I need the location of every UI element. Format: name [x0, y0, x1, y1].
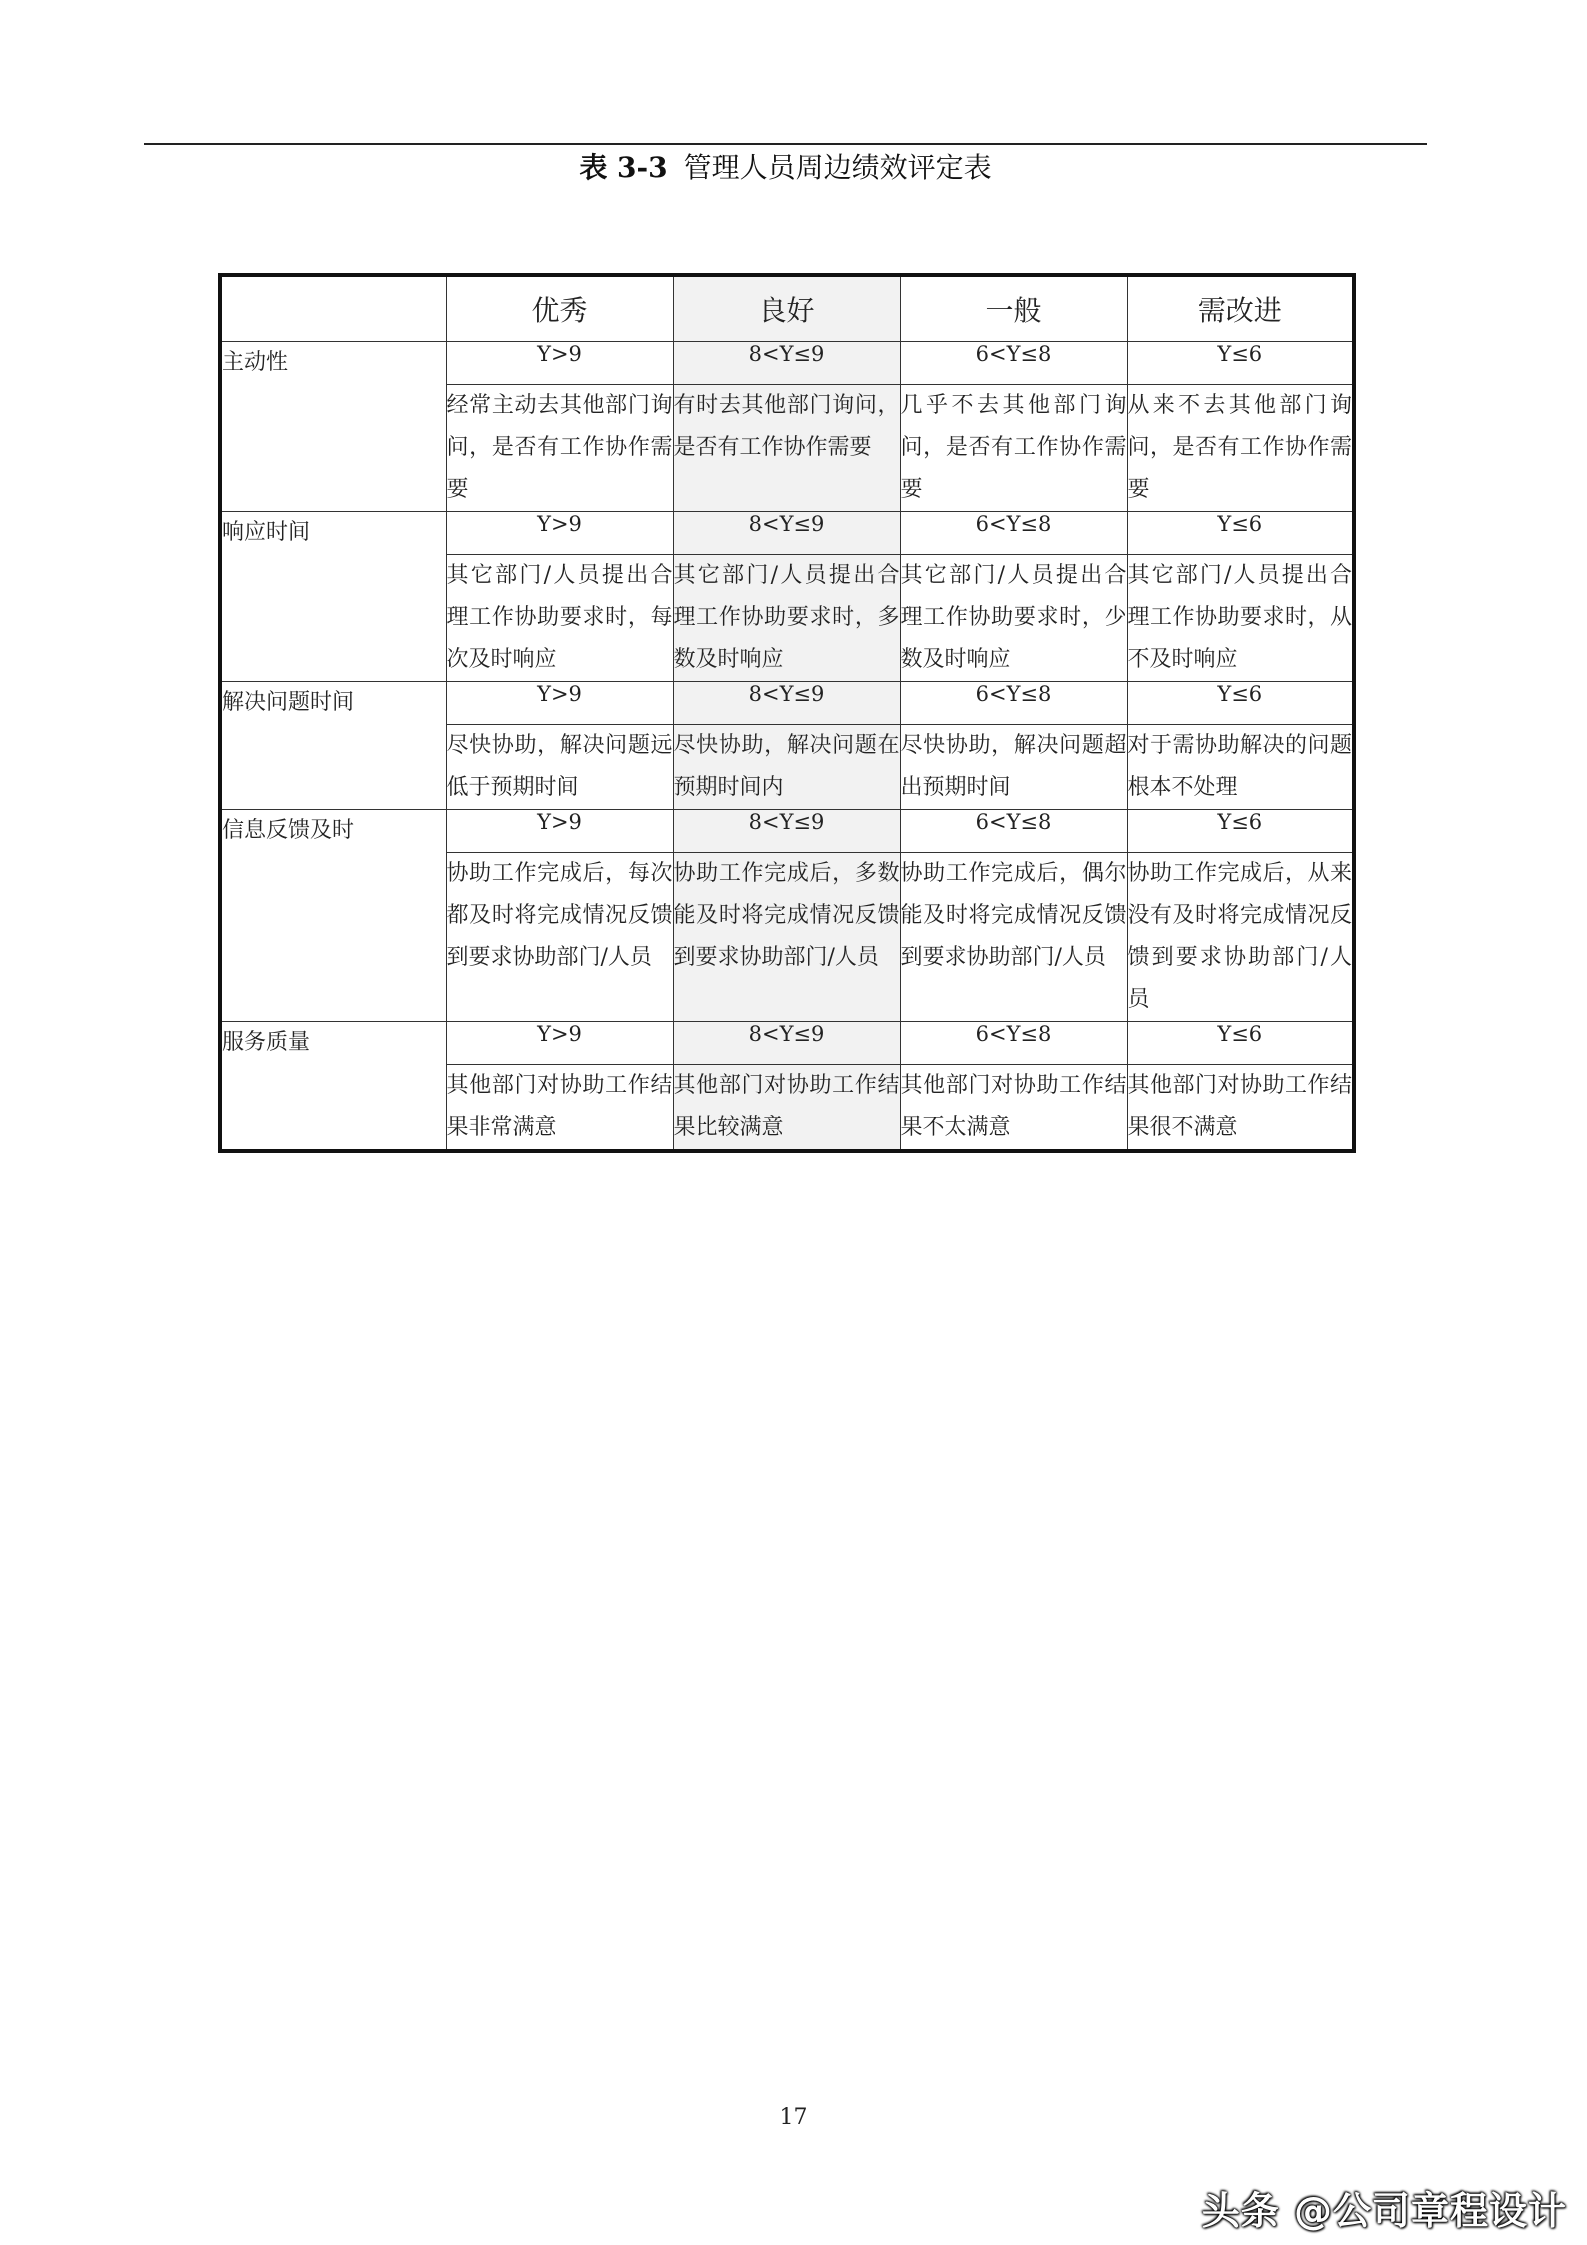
description-cell: 对于需协助解决的问题根本不处理 — [1127, 725, 1354, 810]
score-cell: Y>9 — [446, 512, 673, 555]
description-cell: 尽快协助，解决问题远低于预期时间 — [446, 725, 673, 810]
description-cell: 其他部门对协助工作结果非常满意 — [446, 1065, 673, 1152]
score-cell: Y>9 — [446, 682, 673, 725]
description-cell: 协助工作完成后，从来没有及时将完成情况反馈到要求协助部门/人员 — [1127, 853, 1354, 1022]
table-header-row — [220, 275, 1354, 342]
performance-evaluation-table — [218, 273, 1356, 1153]
description-cell: 几乎不去其他部门询问，是否有工作协作需要 — [900, 385, 1127, 512]
table-row-score — [220, 682, 1354, 725]
header-average: 一般 — [900, 275, 1127, 342]
description-cell: 其他部门对协助工作结果比较满意 — [673, 1065, 900, 1152]
description-cell: 其它部门/人员提出合理工作协助要求时，少数及时响应 — [900, 555, 1127, 682]
score-cell: 8<Y≤9 — [673, 810, 900, 853]
score-cell: 6<Y≤8 — [900, 810, 1127, 853]
watermark: 头条 @公司章程设计 — [1201, 2189, 1567, 2233]
score-cell: 8<Y≤9 — [673, 1022, 900, 1065]
score-cell: 6<Y≤8 — [900, 682, 1127, 725]
score-cell: 6<Y≤8 — [900, 512, 1127, 555]
category-cell: 主动性 — [220, 342, 446, 512]
description-cell: 协助工作完成后，偶尔能及时将完成情况反馈到要求协助部门/人员 — [900, 853, 1127, 1022]
table-row-score — [220, 1022, 1354, 1065]
score-cell: Y≤6 — [1127, 342, 1354, 385]
description-cell: 其它部门/人员提出合理工作协助要求时，每次及时响应 — [446, 555, 673, 682]
score-cell: Y≤6 — [1127, 1022, 1354, 1065]
header-good: 良好 — [673, 275, 900, 342]
description-cell: 经常主动去其他部门询问，是否有工作协作需要 — [446, 385, 673, 512]
score-cell: 8<Y≤9 — [673, 342, 900, 385]
header-excellent: 优秀 — [446, 275, 673, 342]
table-row-score — [220, 810, 1354, 853]
description-cell: 协助工作完成后，多数能及时将完成情况反馈到要求协助部门/人员 — [673, 853, 900, 1022]
page-number: 17 — [779, 2105, 808, 2130]
score-cell: Y>9 — [446, 1022, 673, 1065]
table-row-score — [220, 342, 1354, 385]
description-cell: 其它部门/人员提出合理工作协助要求时，从不及时响应 — [1127, 555, 1354, 682]
description-cell: 尽快协助，解决问题在预期时间内 — [673, 725, 900, 810]
description-cell: 其它部门/人员提出合理工作协助要求时，多数及时响应 — [673, 555, 900, 682]
header-blank — [220, 275, 446, 342]
score-cell: Y≤6 — [1127, 810, 1354, 853]
table-row-score — [220, 512, 1354, 555]
table-title-text: 管理人员周边绩效评定表 — [683, 151, 992, 184]
category-cell: 解决问题时间 — [220, 682, 446, 810]
description-cell: 协助工作完成后，每次都及时将完成情况反馈到要求协助部门/人员 — [446, 853, 673, 1022]
table-title — [144, 146, 1427, 190]
description-cell: 从来不去其他部门询问，是否有工作协作需要 — [1127, 385, 1354, 512]
description-cell: 其他部门对协助工作结果很不满意 — [1127, 1065, 1354, 1152]
score-cell: 6<Y≤8 — [900, 342, 1127, 385]
score-cell: Y>9 — [446, 810, 673, 853]
score-cell: 6<Y≤8 — [900, 1022, 1127, 1065]
score-cell: Y>9 — [446, 342, 673, 385]
score-cell: 8<Y≤9 — [673, 512, 900, 555]
category-cell: 信息反馈及时 — [220, 810, 446, 1022]
score-cell: Y≤6 — [1127, 682, 1354, 725]
score-cell: Y≤6 — [1127, 512, 1354, 555]
header-rule — [144, 143, 1427, 145]
category-cell: 服务质量 — [220, 1022, 446, 1152]
header-needs-improvement: 需改进 — [1127, 275, 1354, 342]
description-cell: 尽快协助，解决问题超出预期时间 — [900, 725, 1127, 810]
description-cell: 有时去其他部门询问，是否有工作协作需要 — [673, 385, 900, 512]
table-title-number: 表 3-3 — [579, 151, 668, 184]
description-cell: 其他部门对协助工作结果不太满意 — [900, 1065, 1127, 1152]
category-cell: 响应时间 — [220, 512, 446, 682]
score-cell: 8<Y≤9 — [673, 682, 900, 725]
